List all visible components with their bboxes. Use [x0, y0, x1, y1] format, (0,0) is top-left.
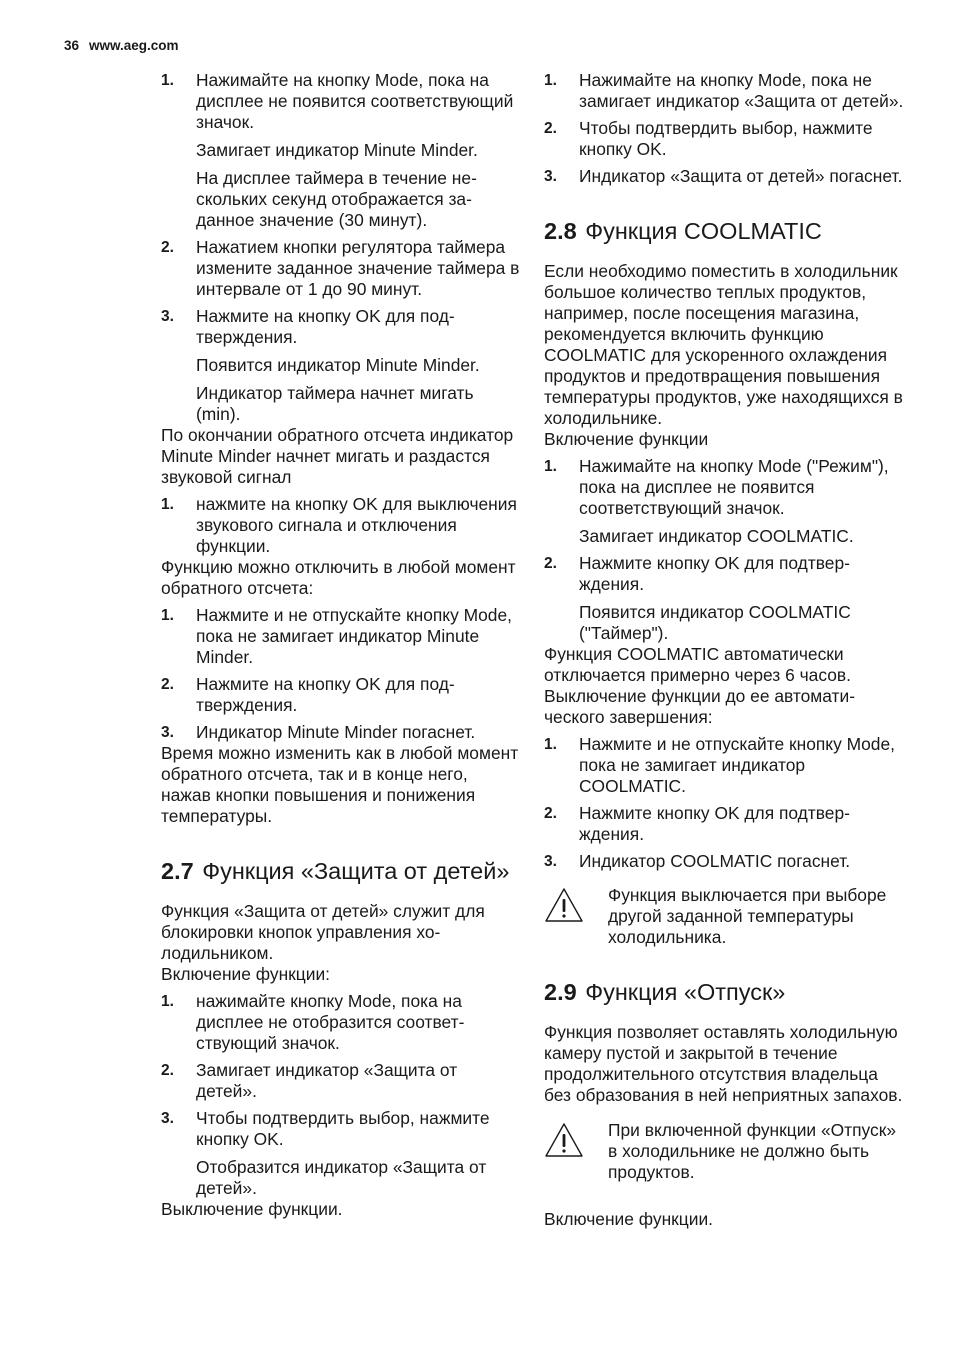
warning-note	[544, 1120, 904, 1183]
step-text: Индикатор COOLMATIC погаснет.	[579, 851, 851, 871]
step-number: 1.	[161, 496, 174, 513]
warning-icon	[544, 885, 608, 948]
paragraph: Включение функции	[544, 429, 709, 449]
step-number: 3.	[161, 724, 174, 741]
step	[161, 674, 521, 716]
step-text: Нажимайте на кнопку Mode, пока не замигает индикатор «Защита от детей».	[579, 70, 904, 111]
step	[161, 722, 521, 743]
step	[161, 306, 521, 348]
step-number: 1.	[544, 72, 557, 89]
step-text: Нажмите и не отпускайте кнопку Mode, пока не замигает индикатор COOLMATIC.	[579, 734, 895, 796]
step-text: Нажмите и не отпускайте кнопку Mode, пока не замигает индикатор Minute Minder.	[196, 605, 512, 667]
step-text: Нажимайте на кнопку Mode, пока на дисплее не появится соответствующий значок.	[196, 70, 514, 132]
step	[544, 70, 904, 112]
step-number: 3.	[161, 1110, 174, 1127]
paragraph: Функция «Защита от детей» служит для блокировки кнопок управления холодильником.	[161, 901, 485, 963]
paragraph: Функцию можно отключить в любой момент обратного отсчета:	[161, 557, 516, 598]
step-result: Появится индикатор COOLMATIC ("Таймер").	[579, 602, 851, 643]
step-text: Нажмите на кнопку OK для подтверждения.	[196, 306, 455, 347]
step-number: 3.	[544, 853, 557, 870]
step-text: Индикатор Minute Minder погаснет.	[196, 722, 476, 742]
step-number: 1.	[161, 607, 174, 624]
section-number: 2.8	[544, 218, 577, 244]
step-text: Замигает индикатор «Защита от детей».	[196, 1060, 458, 1101]
section-heading	[544, 978, 904, 1006]
step	[544, 803, 904, 845]
step-number: 3.	[544, 168, 557, 185]
warning-text: При включенной функции «Отпуск» в холодильнике не должно быть продуктов.	[608, 1120, 897, 1182]
paragraph: Если необходимо поместить в холодильник большое количество теплых продуктов, например, после посещения магазина, рекомендуется включить функцию COOLMATIC для ускоренного охлаждения продуктов и предотвращения повышения температуры продуктов, уже находящихся в холодильнике.	[544, 261, 903, 428]
section-title: Функция «Отпуск»	[585, 979, 786, 1005]
paragraph: Выключение функции.	[161, 1199, 343, 1219]
step-number: 1.	[161, 72, 174, 89]
step	[161, 1108, 521, 1150]
step	[161, 991, 521, 1054]
step-text: Индикатор «Защита от детей» погаснет.	[579, 166, 903, 186]
step-result: На дисплее таймера в течение нескольких секунд отображается заданное значение (30 минут).	[196, 168, 477, 230]
paragraph: Время можно изменить как в любой момент обратного отсчета, так и в конце него, нажав кнопки повышения и понижения температуры.	[161, 743, 519, 826]
paragraph: Функция позволяет оставлять холодильную камеру пустой и закрытой в течение продолжительного отсутствия владельца без образования в ней неприятных запахов.	[544, 1022, 903, 1105]
paragraph: Выключение функции до ее автоматического завершения:	[544, 686, 856, 727]
step-number: 2.	[544, 555, 557, 572]
step	[544, 166, 904, 187]
step	[161, 494, 521, 557]
section-title: Функция COOLMATIC	[585, 218, 822, 244]
step	[544, 118, 904, 160]
step-number: 1.	[161, 993, 174, 1010]
warning-text: Функция выключается при выборе другой заданной температуры холодильника.	[608, 885, 887, 947]
warning-icon	[544, 1120, 608, 1183]
warning-note	[544, 885, 904, 948]
step-text: Нажимайте на кнопку Mode ("Режим"), пока на дисплее не появится соответствующий значок.	[579, 456, 889, 518]
step-text: нажимайте кнопку Mode, пока на дисплее не отобразится соответствующий значок.	[196, 991, 465, 1053]
step	[544, 553, 904, 595]
section-title: Функция «Защита от детей»	[202, 858, 510, 884]
left-column	[161, 70, 521, 1220]
step-result: Замигает индикатор COOLMATIC.	[579, 526, 854, 546]
step-number: 2.	[161, 1062, 174, 1079]
step-number: 2.	[161, 239, 174, 256]
step	[161, 70, 521, 133]
step-number: 2.	[544, 805, 557, 822]
step	[161, 605, 521, 668]
section-heading	[544, 217, 904, 245]
step	[544, 851, 904, 872]
paragraph: Включение функции.	[544, 1209, 714, 1229]
step-number: 3.	[161, 308, 174, 325]
page-number: 36	[64, 38, 80, 53]
paragraph: Включение функции:	[161, 964, 331, 984]
step-result: Появится индикатор Minute Minder.	[196, 355, 480, 375]
site-url: www.aeg.com	[89, 38, 179, 53]
step-number: 2.	[544, 120, 557, 137]
step	[544, 456, 904, 519]
step-text: нажмите на кнопку OK для выключения звукового сигнала и отключения функции.	[196, 494, 517, 556]
page-header	[64, 38, 179, 53]
step-text: Нажмите на кнопку OK для подтверждения.	[196, 674, 455, 715]
step	[544, 734, 904, 797]
step	[161, 237, 521, 300]
paragraph: Функция COOLMATIC автоматически отключается примерно через 6 часов.	[544, 644, 851, 685]
step-number: 1.	[544, 736, 557, 753]
step-text: Нажмите кнопку OK для подтверждения.	[579, 553, 850, 594]
right-column	[544, 70, 904, 1230]
section-number: 2.7	[161, 858, 194, 884]
step-text: Нажатием кнопки регулятора таймера измените заданное значение таймера в интервале от 1 до 90 минут.	[196, 237, 520, 299]
paragraph: По окончании обратного отсчета индикатор Minute Minder начнет мигать и раздастся звуковой сигнал	[161, 425, 514, 487]
section-heading	[161, 857, 521, 885]
step-result: Замигает индикатор Minute Minder.	[196, 140, 478, 160]
step-text: Чтобы подтвердить выбор, нажмите кнопку OK.	[579, 118, 873, 159]
step-result: Отобразится индикатор «Защита от детей».	[196, 1157, 487, 1198]
step-text: Чтобы подтвердить выбор, нажмите кнопку OK.	[196, 1108, 490, 1149]
section-number: 2.9	[544, 979, 577, 1005]
step-number: 1.	[544, 458, 557, 475]
step-text: Нажмите кнопку OK для подтверждения.	[579, 803, 850, 844]
step-number: 2.	[161, 676, 174, 693]
step	[161, 1060, 521, 1102]
step-result: Индикатор таймера начнет мигать (min).	[196, 383, 474, 424]
